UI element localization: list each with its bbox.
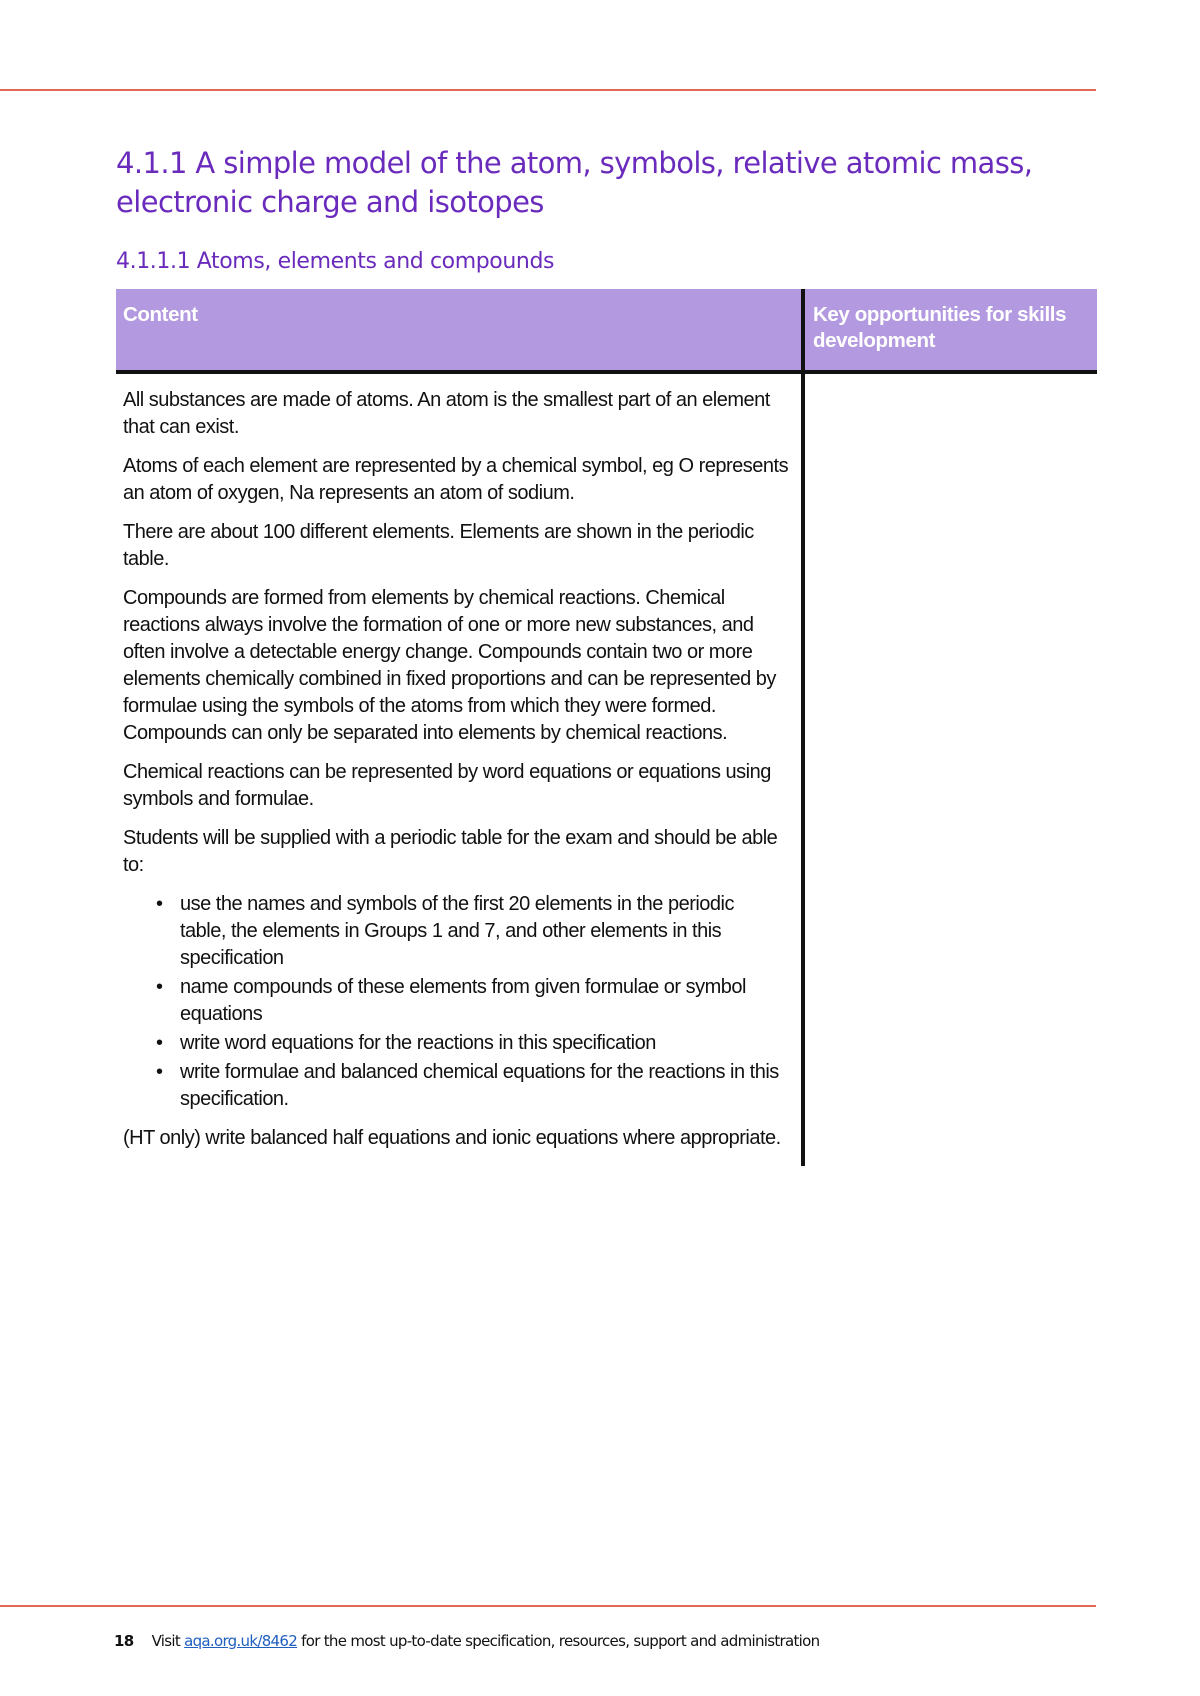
list-item — [123, 1059, 780, 1113]
header-content: Content — [123, 303, 198, 326]
paragraph: Compounds are formed from elements by chemical reactions. Chemical reactions always involve the formation of one or more new substances, and often involve a detectable energy change. Compounds contain two or more elements chemically combined in fixed proportions and can be represented by formulae using the symbols of the atoms from which they were formed. Compounds can only be separated into elements by chemical reactions. — [123, 587, 776, 744]
top-rule — [0, 89, 1096, 91]
list-item-text: use the names and symbols of the first 20 elements in the periodic table, the elements in Groups 1 and 7, and other elements in this specification — [180, 893, 734, 969]
paragraph: Students will be supplied with a periodic table for the exam and should be able to: — [123, 827, 778, 876]
list-item-text: write word equations for the reactions in this specification — [180, 1032, 656, 1054]
table-body — [116, 374, 1097, 1166]
bullet-icon: • — [156, 976, 163, 998]
bullet-icon: • — [156, 893, 163, 915]
list-item — [123, 891, 780, 972]
paragraph: (HT only) write balanced half equations and ionic equations where appropriate. — [123, 1127, 781, 1149]
content-table — [116, 289, 1097, 1166]
paragraph: Chemical reactions can be represented by word equations or equations using symbols and formulae. — [123, 761, 771, 810]
list-item-text: write formulae and balanced chemical equations for the reactions in this specification. — [180, 1061, 779, 1110]
bullet-list — [123, 891, 795, 1113]
content-cell — [116, 374, 801, 1166]
bullet-icon: • — [156, 1032, 163, 1054]
paragraph: There are about 100 different elements. Elements are shown in the periodic table. — [123, 521, 754, 570]
section-heading: 4.1.1 A simple model of the atom, symbols, relative atomic mass, electronic charge and isotopes — [116, 146, 1033, 219]
bullet-icon: • — [156, 1061, 163, 1083]
page-footer — [114, 1631, 1114, 1651]
skills-cell — [801, 374, 1097, 1166]
subsection-heading: 4.1.1.1 Atoms, elements and compounds — [116, 249, 555, 274]
header-skills: Key opportunities for skills development — [801, 289, 1097, 370]
bottom-rule — [0, 1605, 1096, 1607]
paragraph: All substances are made of atoms. An atom is the smallest part of an element that can exist. — [123, 389, 770, 438]
visit-text: Visit — [151, 1632, 181, 1650]
list-item — [123, 1030, 780, 1057]
paragraph: Atoms of each element are represented by a chemical symbol, eg O represents an atom of oxygen, Na represents an atom of sodium. — [123, 455, 789, 504]
list-item-text: name compounds of these elements from given formulae or symbol equations — [180, 976, 746, 1025]
table-header — [116, 289, 1097, 374]
page-number: 18 — [114, 1632, 134, 1650]
list-item — [123, 974, 780, 1028]
website-link[interactable]: aqa.org.uk/8462 — [184, 1632, 298, 1650]
footer-trailing-text: for the most up-to-date specification, resources, support and administration — [301, 1632, 820, 1650]
